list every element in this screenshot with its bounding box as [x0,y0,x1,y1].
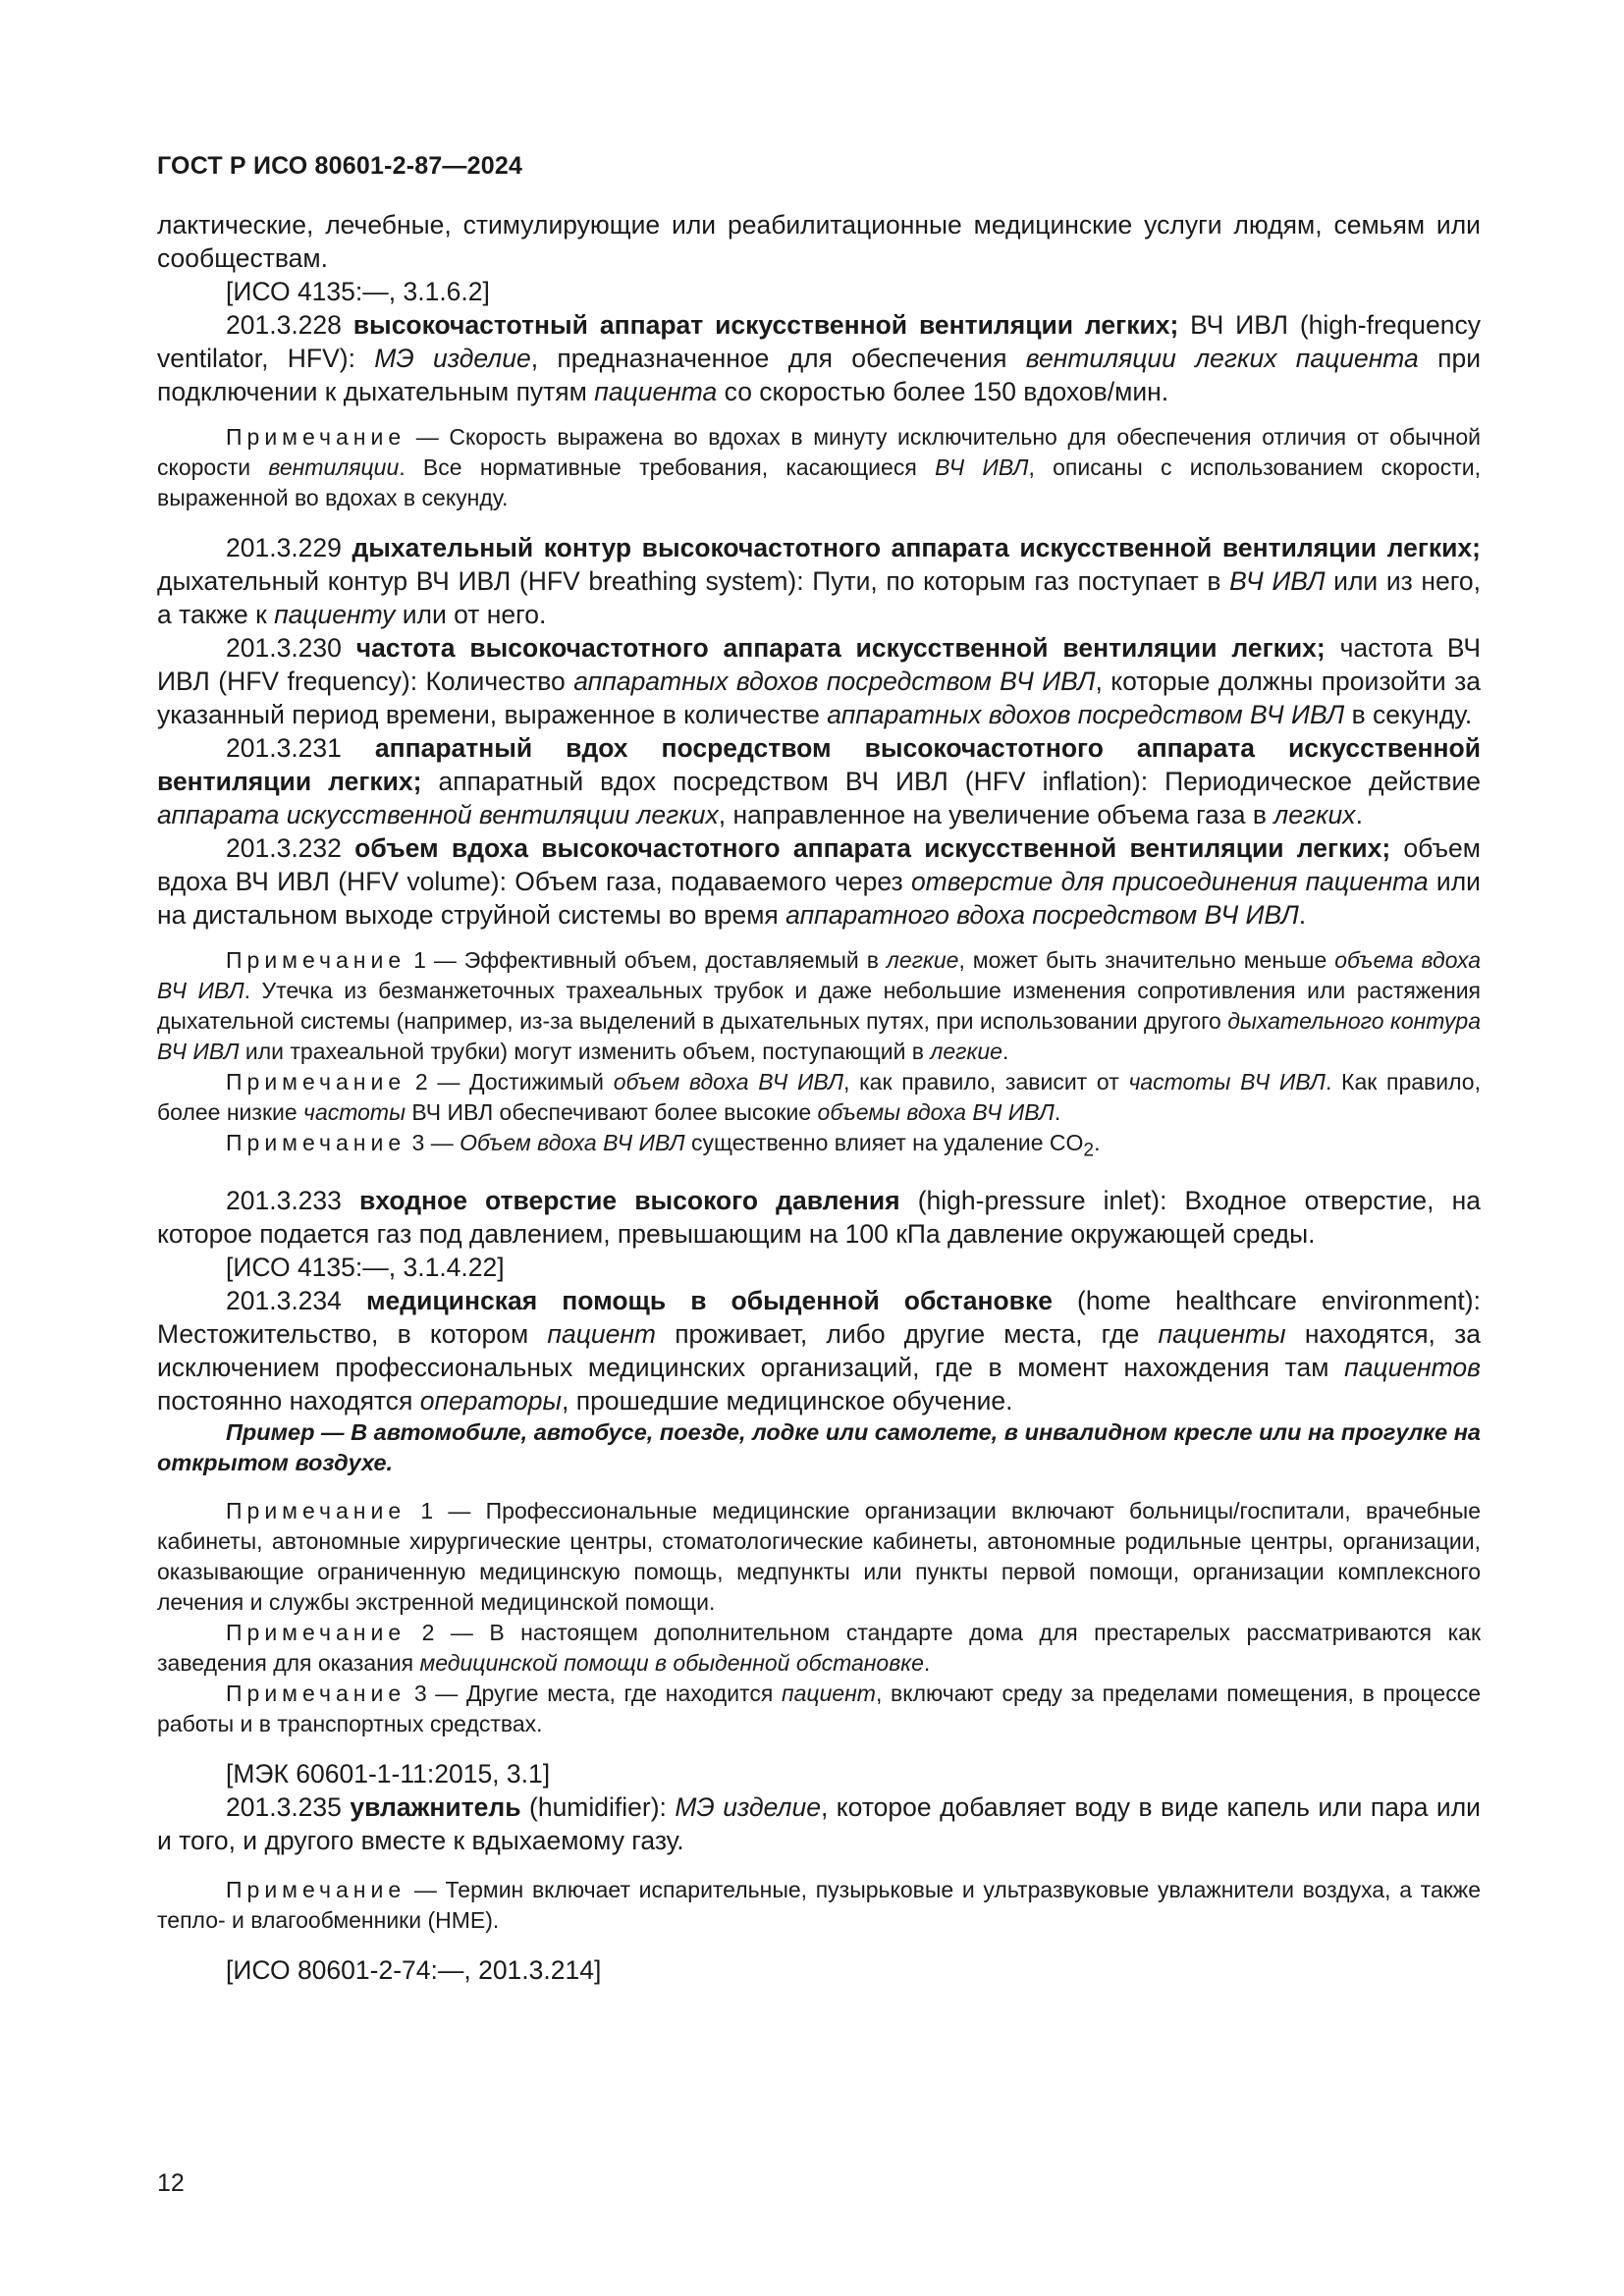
paragraph [157,1790,1481,1857]
document-body [157,208,1481,1987]
text-run: 201.3.229 [226,533,352,562]
text-run: 201.3.231 [226,733,375,763]
text-run: (home healthcare environment): Местожительство, в котором [157,1285,1481,1349]
text-run: . Все нормативные требования, касающиеся [399,454,936,480]
text-run: объем вдоха ВЧ ИВЛ (HFV volume): Объем газа, подаваемого через [157,833,1481,896]
note [157,1875,1481,1936]
note [157,422,1481,513]
text-run: 201.3.228 [226,310,353,340]
paragraph [157,531,1481,631]
defined-term-ref: пациент [547,1318,656,1349]
text-run: 3 — Другие места, где находится [406,1680,782,1706]
defined-term-ref: отверстие для присоединения пациента [910,867,1429,896]
text-run: 2 [1083,1140,1095,1161]
text-run: [ИСО 80601-2-74:—, 201.3.214] [226,1954,602,1985]
text-run: проживает, либо другие места, где [656,1318,1159,1349]
defined-term-ref: пациента [594,377,718,406]
text-run: — Термин включает испарительные, пузырьковые и ультразвуковые увлажнители воздуха, а также тепло- и влагообменники (HME). [157,1876,1481,1933]
defined-term-ref: частоты ВЧ ИВЛ [1128,1069,1326,1095]
text-run: существенно влияет на удаление CO [684,1130,1084,1155]
paragraph [157,1184,1481,1251]
example [157,1417,1481,1478]
defined-term-ref: ВЧ ИВЛ [1229,566,1326,596]
text-run: , может быть значительно меньше [958,947,1335,973]
defined-term-ref: частоты [303,1099,406,1125]
document-page [157,152,1481,2243]
note-label: Примечание [226,424,406,450]
defined-term-ref: операторы [419,1385,563,1415]
text-run: , направленное на увеличение объема газа в [718,800,1274,829]
paragraph [157,1251,1481,1284]
note [157,1067,1481,1128]
text-run: дыхательный контур ВЧ ИВЛ (HFV breathing system): Пути, по которым газ поступает в [157,566,1230,596]
defined-term-ref: легких [1273,800,1356,829]
text-run: (humidifier): [520,1791,676,1822]
term: объем вдоха высокочастотного аппарата искусственной вентиляции легких; [354,833,1391,863]
text-run: частота ВЧ ИВЛ (HFV frequency): Количество [157,633,1481,696]
defined-term-ref: пациенту [274,600,396,629]
note-label: Примечание [226,1497,406,1523]
note-label: Примечание [226,947,406,973]
text-run: (high-pressure inlet): Входное отверстие, на которое подается газ под давлением, превышающим на 100 кПа давление окружающей среды. [157,1185,1481,1249]
note-label: Примечание [226,1619,406,1645]
term: входное отверстие высокого давления [358,1185,900,1215]
defined-term-ref: аппаратных вдохов посредством ВЧ ИВЛ [573,667,1096,696]
note-label: Примечание [226,1069,406,1095]
paragraph [157,275,1481,308]
term: частота высокочастотного аппарата искусственной вентиляции легких; [355,633,1326,663]
note-label: Примечание [226,1130,406,1155]
text-run: , описаны с использованием скорости, выраженной во вдохах в секунду. [157,454,1481,510]
defined-term-ref: легкие [930,1039,1002,1064]
text-run: или из него, а также к [157,566,1481,629]
text-run: 1 — Эффективный объем, доставляемый в [406,947,887,973]
text-run: , предназначенное для обеспечения [530,344,1026,373]
text-run: при подключении к дыхательным путям [157,344,1482,406]
defined-term-ref: МЭ изделие [374,344,531,373]
text-run: или на дистальном выходе струйной системы во время [157,867,1481,930]
paragraph [157,1757,1481,1790]
text-run: . Утечка из безманжеточных трахеальных трубок и даже небольшие изменения сопротивления или растяжения дыхательной системы (например, из-за выделений в дыхательных путях, при использовании другого [157,978,1481,1034]
text-run: [МЭК 60601-1-11:2015, 3.1] [226,1758,551,1789]
defined-term-ref: легкие [886,947,959,973]
note [157,1679,1481,1739]
defined-term-ref: объем вдоха ВЧ ИВЛ [613,1069,844,1095]
text-run: ВЧ ИВЛ обеспечивают более высокие [406,1099,818,1125]
text-run: . [1355,800,1363,829]
note [157,1128,1481,1166]
defined-term-ref: вентиляции легких пациента [1025,344,1419,373]
document-header: ГОСТ Р ИСО 80601-2-87—2024 [157,152,523,180]
text-run: Пример — В автомобиле, автобусе, поезде, лодке или самолете, в инвалидном кресле или на прогулке на открытом воздухе. [157,1418,1481,1475]
defined-term-ref: объема вдоха ВЧ ИВЛ [157,947,1482,1003]
term: аппаратный вдох посредством высокочастотного аппарата искусственной вентиляции легких; [157,733,1481,796]
defined-term-ref: пациентов [1344,1352,1481,1382]
defined-term-ref: Объем вдоха ВЧ ИВЛ [460,1130,685,1155]
text-run: 2 — В настоящем дополнительном стандарте дома для престарелых рассматриваются как заведения для оказания [157,1619,1481,1676]
text-run: 201.3.235 [226,1791,351,1822]
paragraph [157,831,1481,932]
defined-term-ref: дыхательного контура ВЧ ИВЛ [157,1008,1481,1064]
text-run: ВЧ ИВЛ (high-frequency ventilator, HFV): [157,310,1481,373]
text-run: [ИСО 4135:—, 3.1.4.22] [226,1252,505,1282]
term: высокочастотный аппарат искусственной вентиляции легких; [352,310,1179,340]
note [157,945,1481,1067]
term: медицинская помощь в обыденной обстановке [365,1285,1053,1315]
defined-term-ref: вентиляции [268,454,400,480]
text-run: , прошедшие медицинское обучение. [562,1385,1013,1415]
paragraph [157,1953,1481,1987]
paragraph [157,208,1481,275]
text-run: 2 — Достижимый [406,1069,614,1095]
defined-term-ref: пациенты [1158,1318,1286,1349]
text-run: , как правило, зависит от [843,1069,1129,1095]
defined-term-ref: аппаратных вдохов посредством ВЧ ИВЛ [827,700,1345,729]
text-run: , которые должны произойти за указанный период времени, выраженное в количестве [157,667,1481,729]
defined-term-ref: аппаратного вдоха посредством ВЧ ИВЛ [785,900,1299,930]
text-run: 201.3.232 [226,833,355,863]
text-run: находятся, за исключением профессиональных медицинских организаций, где в момент нахождения там [157,1318,1481,1382]
defined-term-ref: МЭ изделие [675,1791,821,1822]
defined-term-ref: пациент [781,1680,876,1706]
paragraph [157,731,1481,831]
text-run: 1 — Профессиональные медицинские организации включают больницы/госпитали, врачебные кабинеты, автономные хирургические центры, стоматологические кабинеты, автономные родильные центры, организации, оказывающие ограниченную медицинскую помощь, медпункты или пункты первой помощи, организации комплексного лечения и службы экстренной медицинской помощи. [157,1497,1481,1615]
text-run: — Скорость выражена во вдохах в минуту исключительно для обеспечения отличия от обычной скорости [157,424,1481,480]
defined-term-ref: объемы вдоха ВЧ ИВЛ [817,1099,1055,1125]
text-run: 201.3.234 [226,1285,366,1315]
defined-term-ref: ВЧ ИВЛ [935,454,1029,480]
text-run: [ИСО 4135:—, 3.1.6.2] [226,277,490,306]
text-run: . [1001,1039,1009,1064]
text-run: аппаратный вдох посредством ВЧ ИВЛ (HFV inflation): Периодическое действие [421,767,1481,796]
text-run: , которое добавляет воду в виде капель или пара или и того, и другого вместе к вдыхаемому газу. [157,1791,1481,1855]
note-label: Примечание [226,1680,406,1706]
text-run: . [923,1649,931,1676]
paragraph [157,1284,1481,1417]
text-run: . [1054,1099,1061,1125]
text-run: , включают среду за пределами помещения, в процессе работы и в транспортных средствах. [157,1680,1481,1736]
defined-term-ref: аппарата искусственной вентиляции легких [157,800,719,829]
text-run: 201.3.230 [226,633,356,663]
paragraph [157,308,1481,408]
note [157,1618,1481,1679]
text-run: . [1298,900,1307,930]
text-run: 3 — [406,1130,460,1155]
defined-term-ref: медицинской помощи в обыденной обстановке [419,1649,924,1676]
text-run: или трахеальной трубки) могут изменить объем, поступающий в [239,1039,931,1064]
note-label: Примечание [226,1876,406,1902]
paragraph [157,631,1481,731]
page-number: 12 [157,2169,185,2197]
text-run: . Как правило, более низкие [157,1069,1481,1125]
text-run: 201.3.233 [226,1185,359,1215]
term: дыхательный контур высокочастотного аппарата искусственной вентиляции легких; [352,533,1481,562]
text-run: . [1094,1130,1101,1155]
text-run: в секунду. [1344,700,1473,729]
text-run: постоянно находятся [157,1385,420,1415]
text-run: со скоростью более 150 вдохов/мин. [717,377,1169,406]
term: увлажнитель [350,1791,521,1822]
text-run: лактические, лечебные, стимулирующие или реабилитационные медицинские услуги людям, семьям или сообществам. [157,210,1481,273]
note [157,1496,1481,1618]
text-run: или от него. [395,600,547,629]
